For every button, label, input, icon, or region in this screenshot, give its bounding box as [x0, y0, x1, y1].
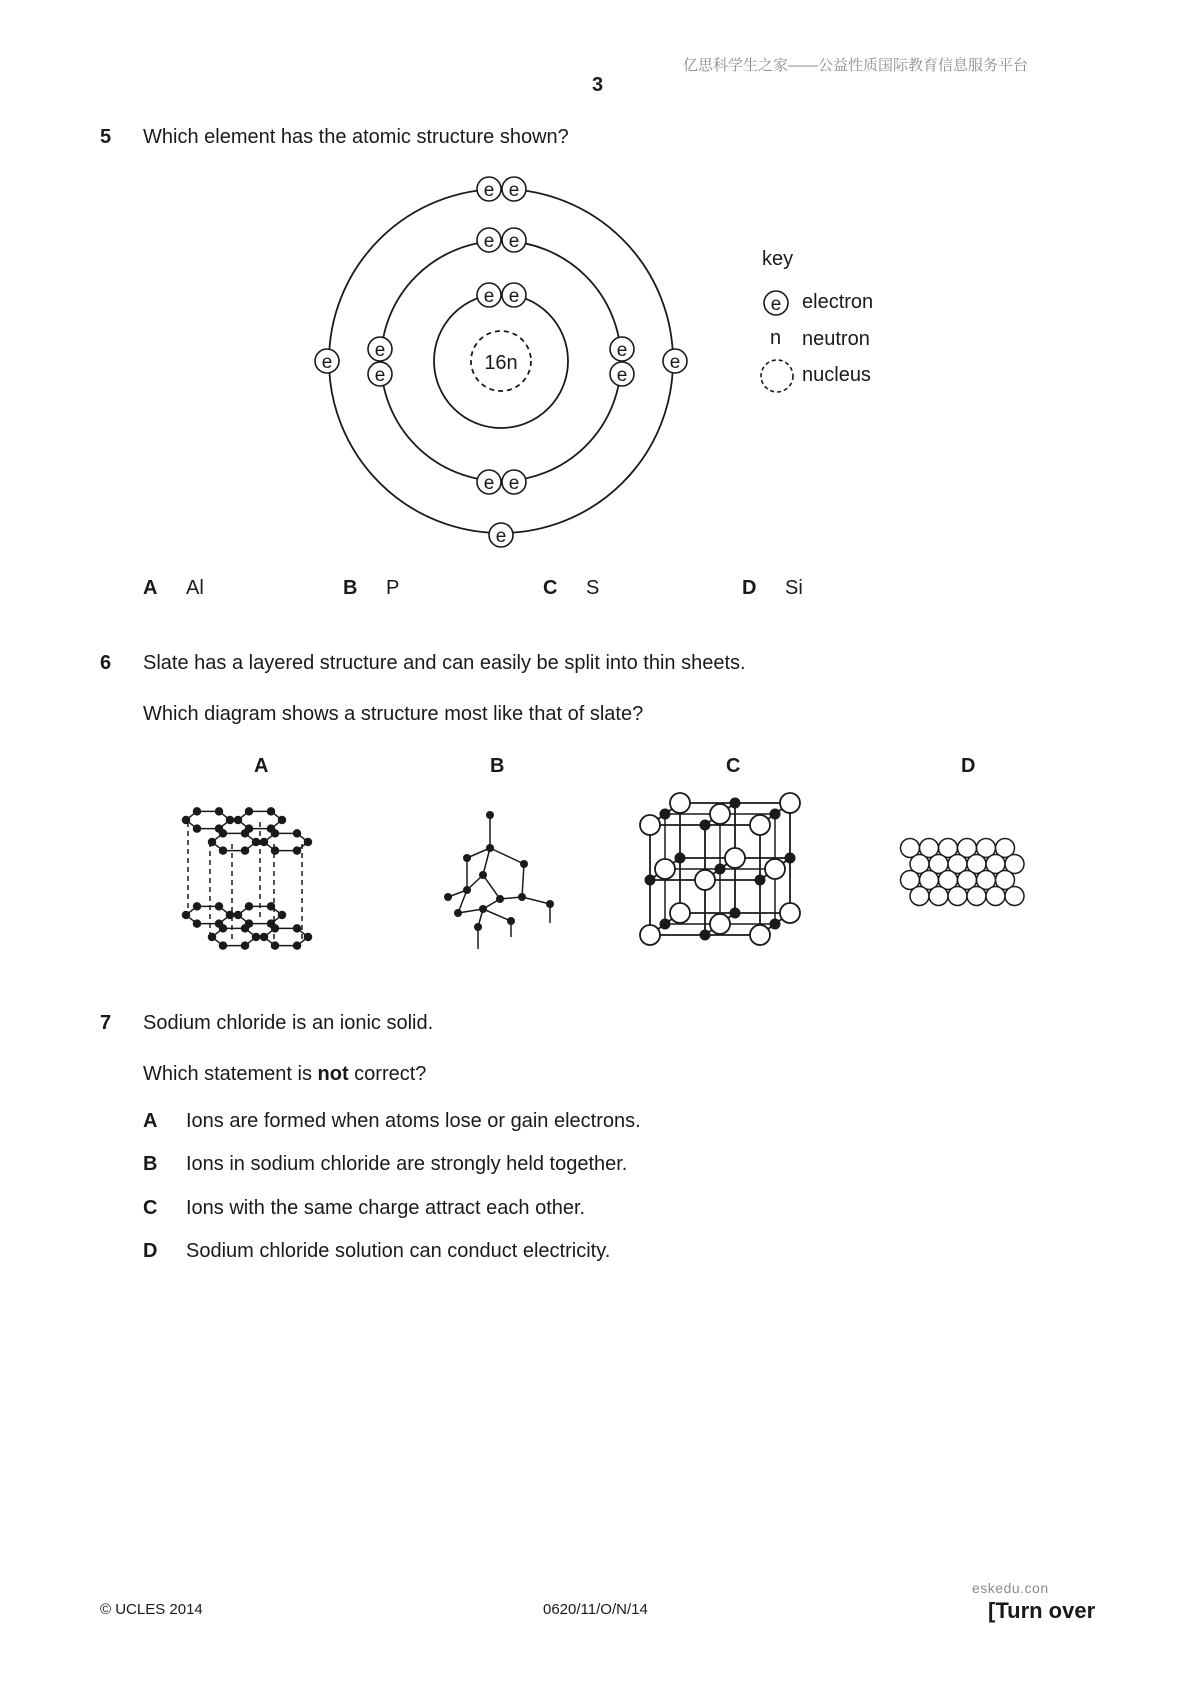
- electron-symbol: e: [321, 352, 333, 373]
- footer-copyright: © UCLES 2014: [100, 1601, 203, 1618]
- packed-particle: [1005, 887, 1024, 906]
- hexagon-ring: [212, 833, 256, 850]
- atom: [268, 808, 275, 815]
- question-5-number: 5: [100, 126, 112, 148]
- atom: [253, 839, 260, 846]
- question-6-number: 6: [100, 652, 112, 674]
- atom: [235, 817, 242, 824]
- atom: [246, 903, 253, 910]
- atom: [272, 847, 279, 854]
- atom: [220, 942, 227, 949]
- q5-option-c-text: S: [586, 577, 600, 599]
- atom: [294, 942, 301, 949]
- electron-symbol: e: [508, 286, 520, 307]
- q7-option-c-text: Ions with the same charge attract each other.: [186, 1197, 586, 1219]
- packed-particle: [986, 887, 1005, 906]
- electron-symbol: e: [374, 365, 386, 386]
- q5-option-c-letter: C: [543, 577, 558, 599]
- electron-symbol: e: [483, 180, 495, 201]
- question-7-question: [143, 1063, 426, 1086]
- atom: [220, 830, 227, 837]
- diagram-b-label: B: [490, 755, 505, 777]
- atom: [279, 817, 286, 824]
- electron-symbol: e: [495, 526, 507, 547]
- key-title: key: [762, 248, 794, 270]
- hexagon-ring: [186, 906, 230, 923]
- small-ion: [730, 908, 741, 919]
- electron-icon: [663, 349, 687, 373]
- electron-icon: [477, 470, 501, 494]
- electron-icon: [502, 177, 526, 201]
- electron-symbol: e: [669, 352, 681, 373]
- small-ion: [785, 853, 796, 864]
- q7-option-b-letter: B: [143, 1153, 158, 1175]
- atom: [272, 942, 279, 949]
- atom: [261, 839, 268, 846]
- large-ion: [765, 859, 785, 879]
- atom: [279, 912, 286, 919]
- electron-icon: [477, 228, 501, 252]
- q5-option-a-letter: A: [143, 577, 158, 599]
- atom: [305, 839, 312, 846]
- atom: [272, 925, 279, 932]
- key-electron-symbol: e: [770, 294, 782, 315]
- large-ion: [670, 793, 690, 813]
- hexagon-ring: [212, 928, 256, 945]
- atom: [242, 942, 249, 949]
- diagram-b-branched-structure: [435, 805, 565, 955]
- diagram-a-layered-structure: [160, 800, 360, 965]
- atom: [194, 920, 201, 927]
- q7-option-a-letter: A: [143, 1110, 158, 1132]
- electron-symbol: e: [508, 180, 520, 201]
- large-ion: [725, 848, 745, 868]
- large-ion: [640, 925, 660, 945]
- small-ion: [755, 875, 766, 886]
- small-ion: [660, 809, 671, 820]
- large-ion: [780, 903, 800, 923]
- electron-icon: [502, 470, 526, 494]
- small-ion: [700, 820, 711, 831]
- packed-particle: [967, 887, 986, 906]
- atom: [253, 934, 260, 941]
- electron-symbol: e: [616, 365, 628, 386]
- atom: [235, 912, 242, 919]
- atom: [272, 830, 279, 837]
- atom: [216, 903, 223, 910]
- q5-option-b-text: P: [386, 577, 400, 599]
- q7-option-c-letter: C: [143, 1197, 158, 1219]
- question-7-number: 7: [100, 1012, 112, 1034]
- diagram-c-ionic-lattice: [640, 795, 820, 965]
- small-ion: [715, 864, 726, 875]
- atom: [220, 847, 227, 854]
- q5-option-b-letter: B: [343, 577, 358, 599]
- diagram-a-label: A: [254, 755, 269, 777]
- diagram-d-close-packed: [900, 838, 1030, 918]
- electron-icon: [477, 283, 501, 307]
- electron-icon: [477, 177, 501, 201]
- small-ion: [675, 853, 686, 864]
- large-ion: [670, 903, 690, 923]
- turn-over: [Turn over: [988, 1598, 1096, 1623]
- q7-option-d-letter: D: [143, 1240, 158, 1262]
- q7-option-d-text: Sodium chloride solution can conduct electricity.: [186, 1240, 611, 1262]
- key-electron-icon: [762, 290, 792, 320]
- electron-icon: [502, 283, 526, 307]
- electron-icon: [315, 349, 339, 373]
- diagram-d-label: D: [961, 755, 976, 777]
- atom: [194, 808, 201, 815]
- electron-icon: [368, 362, 392, 386]
- small-ion: [730, 798, 741, 809]
- small-ion: [700, 930, 711, 941]
- q5-option-d-text: Si: [785, 577, 803, 599]
- q7-question-before: Which statement is: [143, 1063, 318, 1085]
- electron-symbol: e: [508, 231, 520, 252]
- large-ion: [710, 804, 730, 824]
- page-number: 3: [592, 74, 604, 96]
- atom: [216, 808, 223, 815]
- watermark-text: 亿思科学生之家——公益性质国际教育信息服务平台: [683, 57, 1029, 74]
- q7-option-b-text: Ions in sodium chloride are strongly held together.: [186, 1153, 628, 1175]
- atom: [294, 925, 301, 932]
- question-6-question: Which diagram shows a structure most like that of slate?: [143, 703, 644, 725]
- atom: [242, 925, 249, 932]
- electron-symbol: e: [616, 340, 628, 361]
- electron-icon: [368, 337, 392, 361]
- q7-question-bold: not: [317, 1063, 349, 1085]
- q7-option-a-text: Ions are formed when atoms lose or gain electrons.: [186, 1110, 641, 1132]
- q5-option-a-text: Al: [186, 577, 204, 599]
- electron-symbol: e: [483, 473, 495, 494]
- key-nucleus-icon: [760, 359, 796, 395]
- key-neutron-symbol: n: [770, 327, 782, 349]
- small-ion: [645, 875, 656, 886]
- q5-option-d-letter: D: [742, 577, 757, 599]
- large-ion: [710, 914, 730, 934]
- small-ion: [770, 919, 781, 930]
- electron-symbol: e: [483, 286, 495, 307]
- question-7-text: Sodium chloride is an ionic solid.: [143, 1012, 434, 1034]
- electron-icon: [489, 523, 513, 547]
- atom: [305, 934, 312, 941]
- question-6-text: Slate has a layered structure and can easily be split into thin sheets.: [143, 652, 746, 674]
- hexagon-ring: [186, 811, 230, 828]
- electron-symbol: e: [483, 231, 495, 252]
- nucleus-label: 16n: [484, 352, 518, 374]
- large-ion: [750, 815, 770, 835]
- packed-particle: [929, 887, 948, 906]
- atom: [294, 830, 301, 837]
- atom: [294, 847, 301, 854]
- packed-particle: [910, 887, 929, 906]
- electron-symbol: e: [374, 340, 386, 361]
- electron-icon: [610, 362, 634, 386]
- large-ion: [750, 925, 770, 945]
- footer-code: 0620/11/O/N/14: [543, 1601, 648, 1618]
- small-ion: [660, 919, 671, 930]
- key-neutron-label: neutron: [802, 328, 870, 350]
- small-ion: [770, 809, 781, 820]
- footer-site: eskedu.con: [972, 1580, 1049, 1596]
- packed-particle: [948, 887, 967, 906]
- atom: [227, 817, 234, 824]
- atom: [242, 830, 249, 837]
- key-electron-label: electron: [802, 291, 874, 313]
- diagram-c-label: C: [726, 755, 741, 777]
- question-5-text: Which element has the atomic structure shown?: [143, 126, 569, 148]
- atom: [261, 934, 268, 941]
- large-ion: [780, 793, 800, 813]
- atom: [194, 825, 201, 832]
- large-ion: [695, 870, 715, 890]
- electron-icon: [502, 228, 526, 252]
- atom: [246, 808, 253, 815]
- large-ion: [655, 859, 675, 879]
- large-ion: [640, 815, 660, 835]
- key-nucleus-label: nucleus: [802, 364, 871, 386]
- atom: [220, 925, 227, 932]
- atom: [242, 847, 249, 854]
- electron-symbol: e: [508, 473, 520, 494]
- electron-icon: [610, 337, 634, 361]
- atom: [194, 903, 201, 910]
- q7-question-after: correct?: [348, 1063, 427, 1085]
